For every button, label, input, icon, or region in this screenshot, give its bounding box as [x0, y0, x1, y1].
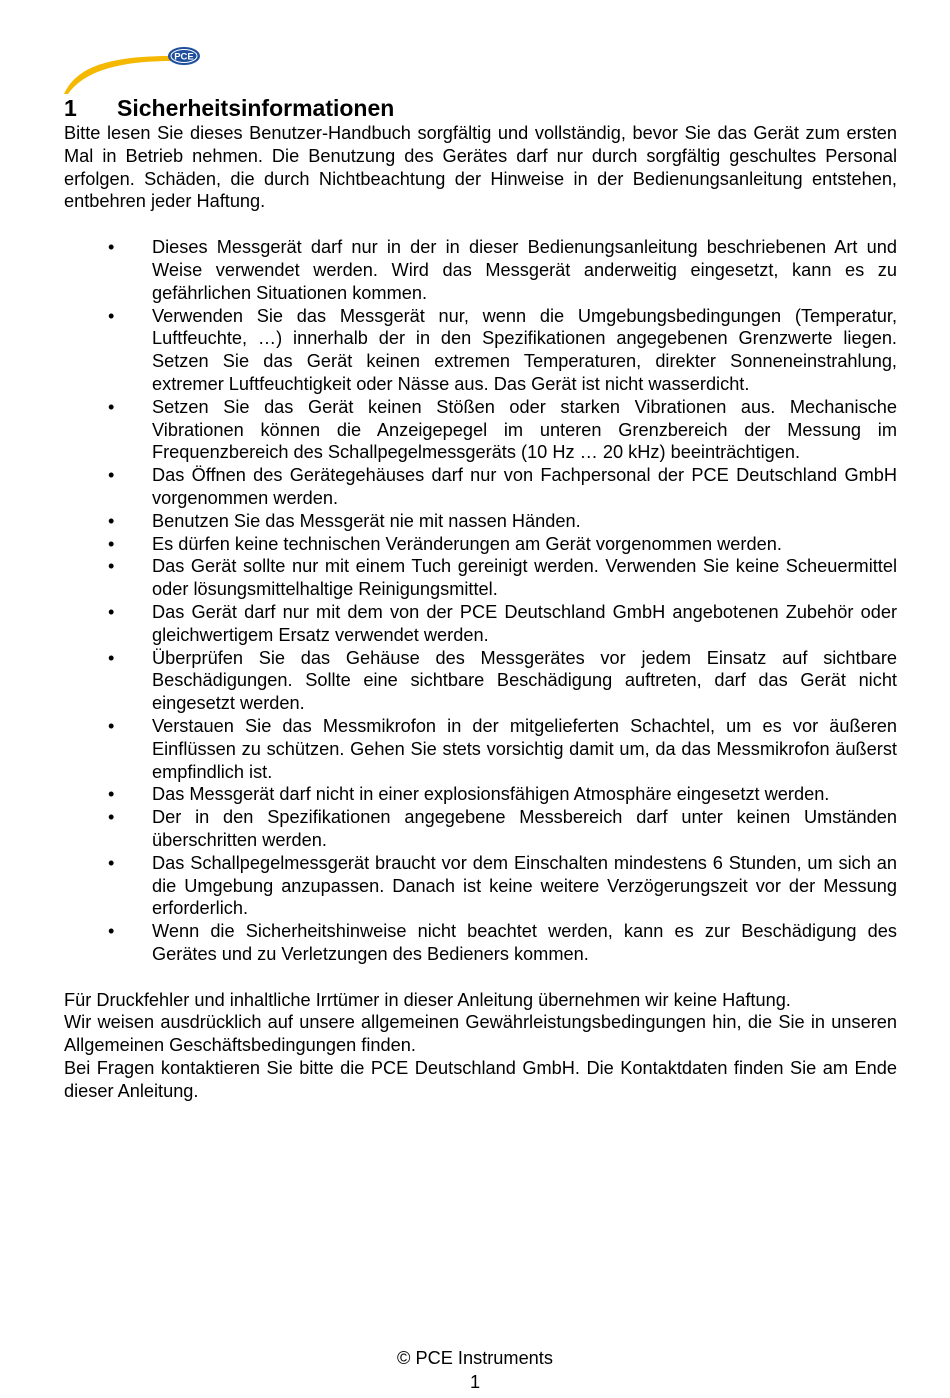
list-item: • Verstauen Sie das Messmikrofon in der mitgelieferten Schachtel, um es vor äußeren Einflüssen zu schützen. Gehen Sie stets vorsichtig damit um, da das Messmikrofon äußerst empfindlich ist.: [108, 715, 897, 782]
bullet-icon: •: [108, 237, 115, 258]
bullet-icon: •: [108, 510, 115, 531]
bullet-icon: •: [108, 807, 115, 828]
list-item: • Benutzen Sie das Messgerät nie mit nassen Händen.: [108, 510, 581, 531]
bullet-icon: •: [108, 647, 115, 668]
bullet-icon: •: [108, 533, 115, 554]
contact-paragraph: Bei Fragen kontaktieren Sie bitte die PCE Deutschland GmbH. Die Kontaktdaten finden Sie am Ende dieser Anleitung.: [64, 1058, 897, 1101]
list-item: • Das Öffnen des Gerätegehäuses darf nur von Fachpersonal der PCE Deutschland GmbH vorgenommen werden.: [108, 465, 897, 508]
footer-copyright: © PCE Instruments: [397, 1348, 553, 1368]
list-item: • Das Schallpegelmessgerät braucht vor dem Einschalten mindestens 6 Stunden, um sich an die Umgebung anzupassen. Danach ist keine weitere Verzögerungszeit vor der Messung erforderlich.: [108, 852, 897, 919]
list-item: • Das Gerät darf nur mit dem von der PCE Deutschland GmbH angebotenen Zubehör oder gleichwertigem Ersatz verwendet werden.: [108, 601, 897, 645]
list-item: • Verwenden Sie das Messgerät nur, wenn die Umgebungsbedingungen (Temperatur, Luftfeuchte, …) innerhalb der in den Spezifikationen angegebenen Grenzwerte liegen. Setzen Sie das Gerät keinen extremen Temperaturen, direkter Sonneneinstrahlung, extremer Luftfeuchtigkeit oder Nässe aus. Das Gerät ist nicht wasserdicht.: [108, 305, 897, 394]
bullet-icon: •: [108, 921, 115, 942]
list-item: • Das Messgerät darf nicht in einer explosionsfähigen Atmosphäre eingesetzt werden.: [108, 784, 830, 805]
logo-swoosh-icon: [64, 56, 172, 94]
bullet-icon: •: [108, 715, 115, 736]
section-number: 1: [64, 95, 77, 121]
pce-logo: [62, 44, 202, 96]
bullet-icon: •: [108, 852, 115, 873]
list-item: • Setzen Sie das Gerät keinen Stößen oder starken Vibrationen aus. Mechanische Vibrationen können die Anzeigepegel im unteren Grenzbereich der Messung im Frequenzbereich des Schallpegelmessgeräts (10 Hz … 20 kHz) beeinträchtigen.: [108, 396, 897, 463]
list-item: • Es dürfen keine technischen Veränderungen am Gerät vorgenommen werden.: [108, 533, 782, 554]
bullet-icon: •: [108, 601, 115, 622]
logo-text: PCE: [174, 51, 194, 63]
list-item: • Der in den Spezifikationen angegebene Messbereich darf unter keinen Umständen überschritten werden.: [108, 807, 897, 850]
section-title: Sicherheitsinformationen: [117, 95, 395, 121]
bullet-icon: •: [108, 396, 115, 417]
disclaimer-paragraph: Für Druckfehler und inhaltliche Irrtümer in dieser Anleitung übernehmen wir keine Haftung.: [64, 989, 791, 1010]
bullet-icon: •: [108, 465, 115, 486]
section-heading: [64, 94, 394, 122]
safety-list: [64, 236, 897, 966]
bullet-icon: •: [108, 305, 115, 326]
bullet-icon: •: [108, 784, 115, 805]
bullet-icon: •: [108, 556, 115, 577]
document-body: [64, 122, 897, 1103]
list-item: • Dieses Messgerät darf nur in der in dieser Bedienungsanleitung beschriebenen Art und Weise verwendet werden. Wird das Messgerät anderweitig eingesetzt, kann es zu gefährlichen Situationen kommen.: [108, 237, 897, 303]
page-number: 1: [469, 1372, 481, 1392]
warranty-paragraph: Wir weisen ausdrücklich auf unsere allgemeinen Gewährleistungsbedingungen hin, die Sie in unseren Allgemeinen Geschäftsbedingungen finden.: [64, 1012, 897, 1056]
list-item: • Überprüfen Sie das Gehäuse des Messgerätes vor jedem Einsatz auf sichtbare Beschädigungen. Sollte eine sichtbare Beschädigung auftreten, darf das Gerät nicht eingesetzt werden.: [108, 647, 897, 714]
list-item: • Das Gerät sollte nur mit einem Tuch gereinigt werden. Verwenden Sie keine Scheuermittel oder lösungsmittelhaltige Reinigungsmittel.: [108, 556, 897, 600]
intro-paragraph: Bitte lesen Sie dieses Benutzer-Handbuch sorgfältig und vollständig, bevor Sie das Gerät zum ersten Mal in Betrieb nehmen. Die Benutzung des Gerätes darf nur durch sorgfältig geschultes Personal erfolgen. Schäden, die durch Nichtbeachtung der Hinweise in der Bedienungsanleitung entstehen, entbehren jeder Haftung.: [64, 123, 897, 212]
list-item: • Wenn die Sicherheitshinweise nicht beachtet werden, kann es zur Beschädigung des Gerätes und zu Verletzungen des Bedieners kommen.: [108, 921, 897, 964]
